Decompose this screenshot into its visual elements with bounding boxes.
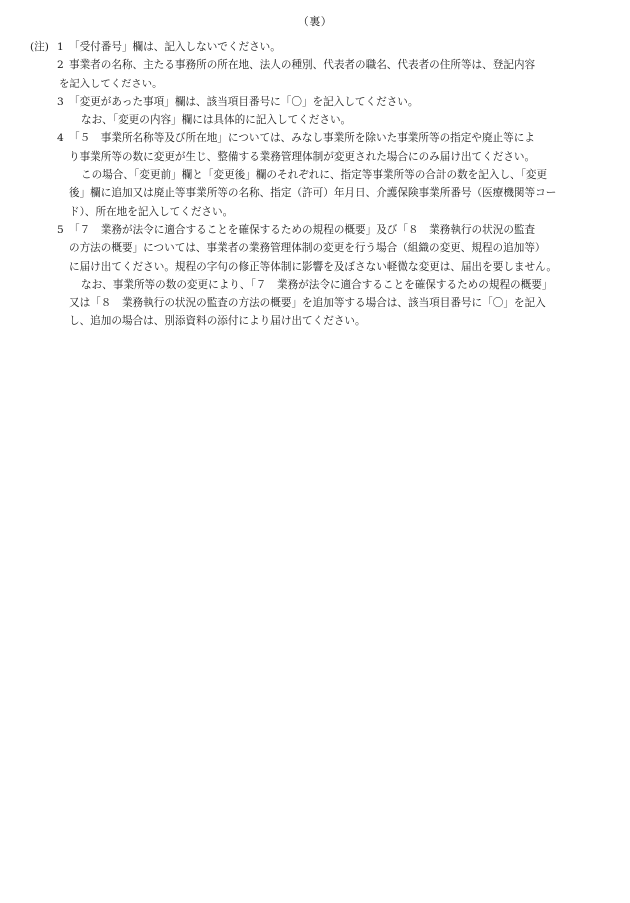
note-line: なお、事業所等の数の変更により、「７ 業務が法令に適合することを確保するための規程の概要」 — [81, 278, 553, 291]
note-line: 又は「８ 業務執行の状況の監査の方法の概要」を追加等する場合は、該当項目番号に「〇」を記入 — [69, 297, 546, 310]
note-number: 5 — [57, 223, 64, 236]
note-number: 4 — [57, 132, 64, 145]
note-line: 「５ 事業所名称等及び所在地」については、みなし事業所を除いた事業所等の指定や廃止等によ — [69, 132, 535, 145]
notes-prefix: (注) — [30, 41, 49, 53]
note-number: 2 — [57, 59, 64, 72]
note-line: し、追加の場合は、別添資料の添付により届け出てください。 — [69, 315, 366, 328]
note-line: 「７ 業務が法令に適合することを確保するための規程の概要」及び「８ 業務執行の状況の監査 — [69, 223, 536, 236]
note-line: に届け出てください。規程の字句の修正等体制に影響を及ぼさない軽微な変更は、届出を要しません。 — [69, 260, 557, 273]
note-item-2 — [30, 56, 605, 93]
note-line: を記入してください。 — [59, 77, 163, 90]
note-item-4 — [30, 129, 605, 220]
note-line: 「変更があった事項」欄は、該当項目番号に「〇」を記入してください。 — [69, 95, 419, 108]
note-line: 事業者の名称、主たる事務所の所在地、法人の種別、代表者の職名、代表者の住所等は、登記内容 — [69, 59, 536, 72]
notes-section — [30, 38, 605, 331]
note-line: この場合、「変更前」欄と「変更後」欄のそれぞれに、指定等事業所等の合計の数を記入し、「変更 — [81, 169, 548, 182]
note-number: 1 — [57, 41, 64, 53]
note-line: 後」欄に追加又は廃止等事業所等の名称、指定（許可）年月日、介護保険事業所番号（医療機関等コー — [69, 187, 557, 200]
note-item-5 — [30, 221, 605, 331]
page-header-reverse-side: （裏） — [297, 15, 333, 28]
note-item-1 — [30, 38, 605, 56]
note-line: なお、「変更の内容」欄には具体的に記入してください。 — [81, 114, 352, 127]
note-line: の方法の概要」については、事業者の業務管理体制の変更を行う場合（組織の変更、規程の追加等） — [69, 242, 546, 255]
note-line: 「受付番号」欄は、記入しないでください。 — [69, 41, 281, 53]
note-line: り事業所等の数に変更が生じ、整備する業務管理体制が変更された場合にのみ届け出てください。 — [69, 150, 536, 163]
note-line: ド）、所在地を記入してください。 — [69, 205, 234, 218]
note-number: 3 — [57, 95, 64, 108]
note-item-3 — [30, 93, 605, 130]
